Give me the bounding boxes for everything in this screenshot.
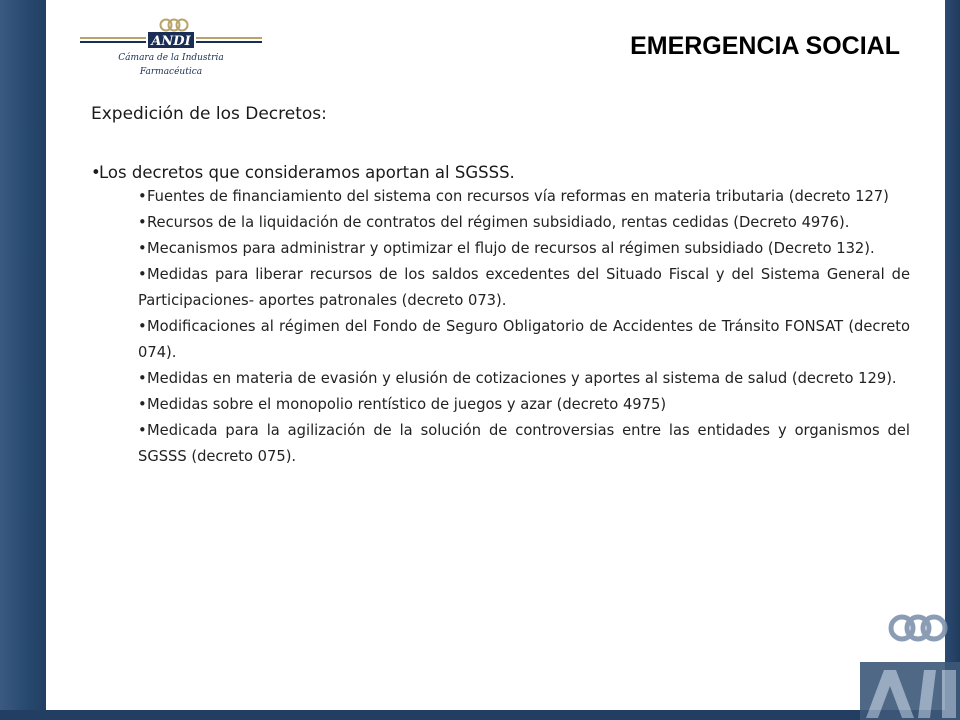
list-item — [138, 418, 910, 470]
bullet-dot: • — [138, 370, 147, 387]
corner-watermark-logo — [840, 600, 960, 720]
main-bullet — [91, 163, 891, 182]
list-item — [138, 314, 910, 366]
andi-wordmark: ANDI — [151, 34, 191, 49]
bullet-dot: • — [138, 240, 147, 257]
list-item — [138, 236, 910, 262]
bottom-frame-border — [0, 710, 960, 720]
list-item-text: Recursos de la liquidación de contratos del régimen subsidiado, rentas cedidas (Decreto 4976). — [147, 214, 850, 231]
left-frame-border — [0, 0, 46, 720]
list-item — [138, 392, 910, 418]
andi-logo-mark — [78, 16, 264, 52]
bullet-dot: • — [138, 266, 147, 283]
bullet-dot: • — [138, 396, 147, 413]
logo-tagline-line1: Cámara de la Industria — [118, 53, 224, 63]
section-heading: Expedición de los Decretos: — [91, 104, 327, 124]
list-item — [138, 210, 910, 236]
andi-logo — [78, 16, 264, 86]
bullet-dot: • — [138, 422, 147, 439]
list-item-text: Fuentes de financiamiento del sistema con recursos vía reformas en materia tributaria (decreto 127) — [147, 188, 889, 205]
list-item-text: Medidas en materia de evasión y elusión de cotizaciones y aportes al sistema de salud (decreto 129). — [147, 370, 897, 387]
list-item — [138, 184, 910, 210]
sub-bullet-list — [138, 184, 910, 470]
list-item-text: Medidas para liberar recursos de los saldos excedentes del Situado Fiscal y del Sistema General de Participaciones- aportes patronales (decreto 073). — [138, 266, 910, 309]
list-item-text: Medidas sobre el monopolio rentístico de juegos y azar (decreto 4975) — [147, 396, 667, 413]
list-item-text: Medicada para la agilización de la solución de controversias entre las entidades y organismos del SGSSS (decreto 075). — [138, 422, 910, 465]
logo-tagline-line2: Farmacéutica — [139, 67, 203, 77]
logo-tagline — [78, 51, 264, 79]
slide-title: EMERGENCIA SOCIAL — [630, 32, 900, 60]
bullet-dot: • — [138, 214, 147, 231]
bullet-dot: • — [138, 188, 147, 205]
list-item-text: Modificaciones al régimen del Fondo de Seguro Obligatorio de Accidentes de Tránsito FONSAT (decreto 074). — [138, 318, 910, 361]
bullet-dot: • — [138, 318, 147, 335]
bullet-dot: • — [91, 163, 101, 182]
list-item — [138, 262, 910, 314]
list-item-text: Mecanismos para administrar y optimizar el flujo de recursos al régimen subsidiado (Decreto 132). — [147, 240, 875, 257]
list-item — [138, 366, 910, 392]
main-bullet-text: Los decretos que consideramos aportan al SGSSS. — [99, 163, 515, 182]
